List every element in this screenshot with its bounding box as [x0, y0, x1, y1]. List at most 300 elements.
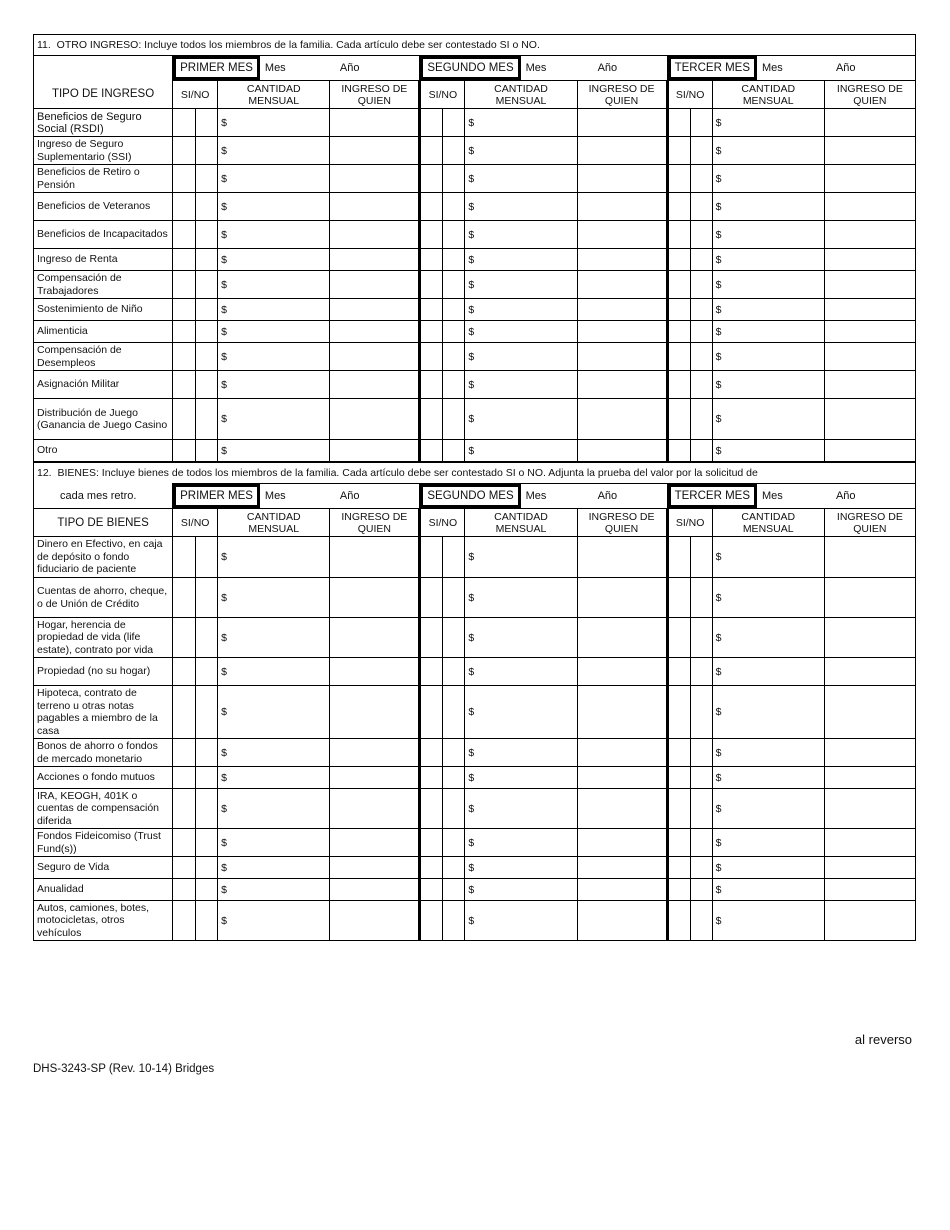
monthly-amount-field[interactable] [465, 901, 577, 941]
whose-income-field[interactable] [330, 109, 420, 137]
whose-income-field[interactable] [824, 578, 915, 618]
whose-income-field[interactable] [577, 371, 667, 399]
monthly-amount-field[interactable] [218, 109, 330, 137]
whose-income-field[interactable] [330, 271, 420, 299]
monthly-amount-field[interactable] [218, 578, 330, 618]
whose-income-field[interactable] [824, 767, 915, 789]
no-checkbox[interactable] [196, 618, 218, 658]
whose-income-field[interactable] [330, 321, 420, 343]
monthly-amount-field[interactable] [218, 321, 330, 343]
no-checkbox[interactable] [443, 399, 465, 440]
yes-checkbox[interactable] [667, 271, 690, 299]
yes-checkbox[interactable] [667, 399, 690, 440]
yes-checkbox[interactable] [173, 829, 196, 857]
yes-checkbox[interactable] [173, 686, 196, 739]
no-checkbox[interactable] [690, 578, 712, 618]
yes-checkbox[interactable] [667, 879, 690, 901]
monthly-amount-field[interactable] [712, 857, 824, 879]
no-checkbox[interactable] [443, 371, 465, 399]
monthly-amount-field[interactable] [712, 399, 824, 440]
monthly-amount-field[interactable] [712, 321, 824, 343]
no-checkbox[interactable] [690, 249, 712, 271]
yes-checkbox[interactable] [173, 739, 196, 767]
whose-income-field[interactable] [330, 299, 420, 321]
yes-checkbox[interactable] [420, 249, 443, 271]
yes-checkbox[interactable] [420, 399, 443, 440]
yes-checkbox[interactable] [667, 686, 690, 739]
no-checkbox[interactable] [443, 249, 465, 271]
yes-checkbox[interactable] [173, 271, 196, 299]
yes-checkbox[interactable] [420, 343, 443, 371]
whose-income-field[interactable] [577, 109, 667, 137]
no-checkbox[interactable] [690, 739, 712, 767]
monthly-amount-field[interactable] [465, 137, 577, 165]
monthly-amount-field[interactable] [465, 399, 577, 440]
no-checkbox[interactable] [443, 879, 465, 901]
whose-income-field[interactable] [577, 739, 667, 767]
no-checkbox[interactable] [443, 618, 465, 658]
month-field-label[interactable]: Mes [761, 62, 783, 74]
monthly-amount-field[interactable] [712, 249, 824, 271]
whose-income-field[interactable] [824, 901, 915, 941]
no-checkbox[interactable] [443, 537, 465, 578]
yes-checkbox[interactable] [173, 221, 196, 249]
monthly-amount-field[interactable] [218, 371, 330, 399]
whose-income-field[interactable] [577, 578, 667, 618]
monthly-amount-field[interactable] [465, 789, 577, 829]
yes-checkbox[interactable] [173, 857, 196, 879]
whose-income-field[interactable] [824, 789, 915, 829]
whose-income-field[interactable] [330, 399, 420, 440]
yes-checkbox[interactable] [173, 537, 196, 578]
yes-checkbox[interactable] [173, 767, 196, 789]
yes-checkbox[interactable] [420, 686, 443, 739]
whose-income-field[interactable] [330, 618, 420, 658]
monthly-amount-field[interactable] [465, 440, 577, 462]
no-checkbox[interactable] [196, 901, 218, 941]
yes-checkbox[interactable] [420, 137, 443, 165]
monthly-amount-field[interactable] [712, 789, 824, 829]
monthly-amount-field[interactable] [712, 686, 824, 739]
whose-income-field[interactable] [577, 789, 667, 829]
month-field-label[interactable]: Mes [264, 62, 286, 74]
monthly-amount-field[interactable] [218, 767, 330, 789]
yes-checkbox[interactable] [667, 901, 690, 941]
monthly-amount-field[interactable] [218, 879, 330, 901]
no-checkbox[interactable] [196, 137, 218, 165]
yes-checkbox[interactable] [667, 165, 690, 193]
whose-income-field[interactable] [330, 739, 420, 767]
monthly-amount-field[interactable] [712, 767, 824, 789]
yes-checkbox[interactable] [420, 299, 443, 321]
monthly-amount-field[interactable] [712, 221, 824, 249]
yes-checkbox[interactable] [173, 440, 196, 462]
monthly-amount-field[interactable] [218, 193, 330, 221]
yes-checkbox[interactable] [667, 739, 690, 767]
monthly-amount-field[interactable] [465, 857, 577, 879]
yes-checkbox[interactable] [667, 109, 690, 137]
yes-checkbox[interactable] [173, 399, 196, 440]
no-checkbox[interactable] [196, 299, 218, 321]
monthly-amount-field[interactable] [218, 399, 330, 440]
whose-income-field[interactable] [577, 879, 667, 901]
whose-income-field[interactable] [577, 321, 667, 343]
whose-income-field[interactable] [577, 440, 667, 462]
yes-checkbox[interactable] [667, 137, 690, 165]
yes-checkbox[interactable] [420, 193, 443, 221]
whose-income-field[interactable] [330, 343, 420, 371]
monthly-amount-field[interactable] [712, 137, 824, 165]
yes-checkbox[interactable] [420, 165, 443, 193]
whose-income-field[interactable] [577, 399, 667, 440]
whose-income-field[interactable] [577, 249, 667, 271]
whose-income-field[interactable] [330, 221, 420, 249]
whose-income-field[interactable] [577, 618, 667, 658]
monthly-amount-field[interactable] [712, 109, 824, 137]
monthly-amount-field[interactable] [465, 829, 577, 857]
yes-checkbox[interactable] [173, 321, 196, 343]
yes-checkbox[interactable] [667, 321, 690, 343]
monthly-amount-field[interactable] [218, 440, 330, 462]
monthly-amount-field[interactable] [465, 739, 577, 767]
no-checkbox[interactable] [196, 109, 218, 137]
no-checkbox[interactable] [196, 857, 218, 879]
no-checkbox[interactable] [196, 658, 218, 686]
yes-checkbox[interactable] [667, 440, 690, 462]
yes-checkbox[interactable] [420, 767, 443, 789]
no-checkbox[interactable] [443, 901, 465, 941]
whose-income-field[interactable] [330, 371, 420, 399]
yes-checkbox[interactable] [173, 879, 196, 901]
no-checkbox[interactable] [443, 829, 465, 857]
no-checkbox[interactable] [690, 686, 712, 739]
yes-checkbox[interactable] [420, 789, 443, 829]
monthly-amount-field[interactable] [712, 739, 824, 767]
no-checkbox[interactable] [196, 686, 218, 739]
yes-checkbox[interactable] [173, 371, 196, 399]
yes-checkbox[interactable] [420, 578, 443, 618]
month-field-label[interactable]: Mes [761, 490, 783, 502]
no-checkbox[interactable] [196, 343, 218, 371]
month-field-label[interactable]: Mes [525, 490, 547, 502]
month-field-label[interactable]: Mes [525, 62, 547, 74]
no-checkbox[interactable] [690, 789, 712, 829]
yes-checkbox[interactable] [667, 371, 690, 399]
monthly-amount-field[interactable] [465, 321, 577, 343]
no-checkbox[interactable] [443, 165, 465, 193]
no-checkbox[interactable] [690, 343, 712, 371]
monthly-amount-field[interactable] [218, 137, 330, 165]
no-checkbox[interactable] [196, 739, 218, 767]
yes-checkbox[interactable] [173, 658, 196, 686]
no-checkbox[interactable] [690, 767, 712, 789]
monthly-amount-field[interactable] [218, 789, 330, 829]
month-field-label[interactable]: Mes [264, 490, 286, 502]
whose-income-field[interactable] [577, 686, 667, 739]
whose-income-field[interactable] [330, 578, 420, 618]
yes-checkbox[interactable] [420, 829, 443, 857]
monthly-amount-field[interactable] [218, 686, 330, 739]
year-field-label[interactable]: Año [835, 62, 856, 74]
no-checkbox[interactable] [690, 879, 712, 901]
year-field-label[interactable]: Año [835, 490, 856, 502]
no-checkbox[interactable] [443, 686, 465, 739]
whose-income-field[interactable] [330, 658, 420, 686]
year-field-label[interactable]: Año [597, 490, 618, 502]
yes-checkbox[interactable] [173, 578, 196, 618]
yes-checkbox[interactable] [173, 137, 196, 165]
yes-checkbox[interactable] [420, 618, 443, 658]
whose-income-field[interactable] [330, 686, 420, 739]
whose-income-field[interactable] [577, 193, 667, 221]
yes-checkbox[interactable] [420, 658, 443, 686]
no-checkbox[interactable] [443, 767, 465, 789]
year-field-label[interactable]: Año [597, 62, 618, 74]
no-checkbox[interactable] [443, 658, 465, 686]
no-checkbox[interactable] [690, 299, 712, 321]
no-checkbox[interactable] [690, 901, 712, 941]
whose-income-field[interactable] [577, 857, 667, 879]
yes-checkbox[interactable] [667, 789, 690, 829]
yes-checkbox[interactable] [667, 857, 690, 879]
whose-income-field[interactable] [824, 343, 915, 371]
whose-income-field[interactable] [824, 618, 915, 658]
yes-checkbox[interactable] [667, 767, 690, 789]
no-checkbox[interactable] [443, 299, 465, 321]
yes-checkbox[interactable] [173, 901, 196, 941]
monthly-amount-field[interactable] [712, 618, 824, 658]
whose-income-field[interactable] [577, 137, 667, 165]
yes-checkbox[interactable] [667, 829, 690, 857]
yes-checkbox[interactable] [420, 857, 443, 879]
no-checkbox[interactable] [690, 193, 712, 221]
whose-income-field[interactable] [824, 109, 915, 137]
monthly-amount-field[interactable] [465, 618, 577, 658]
whose-income-field[interactable] [577, 299, 667, 321]
yes-checkbox[interactable] [667, 658, 690, 686]
whose-income-field[interactable] [577, 165, 667, 193]
monthly-amount-field[interactable] [218, 857, 330, 879]
no-checkbox[interactable] [443, 440, 465, 462]
yes-checkbox[interactable] [667, 193, 690, 221]
no-checkbox[interactable] [690, 137, 712, 165]
no-checkbox[interactable] [196, 371, 218, 399]
yes-checkbox[interactable] [173, 299, 196, 321]
no-checkbox[interactable] [443, 221, 465, 249]
monthly-amount-field[interactable] [218, 739, 330, 767]
no-checkbox[interactable] [196, 578, 218, 618]
whose-income-field[interactable] [824, 321, 915, 343]
monthly-amount-field[interactable] [465, 249, 577, 271]
whose-income-field[interactable] [330, 165, 420, 193]
whose-income-field[interactable] [330, 789, 420, 829]
monthly-amount-field[interactable] [712, 829, 824, 857]
no-checkbox[interactable] [443, 193, 465, 221]
whose-income-field[interactable] [824, 879, 915, 901]
monthly-amount-field[interactable] [218, 343, 330, 371]
whose-income-field[interactable] [577, 221, 667, 249]
monthly-amount-field[interactable] [712, 879, 824, 901]
no-checkbox[interactable] [690, 537, 712, 578]
whose-income-field[interactable] [330, 440, 420, 462]
no-checkbox[interactable] [196, 829, 218, 857]
no-checkbox[interactable] [690, 371, 712, 399]
no-checkbox[interactable] [690, 658, 712, 686]
monthly-amount-field[interactable] [465, 109, 577, 137]
whose-income-field[interactable] [330, 857, 420, 879]
yes-checkbox[interactable] [667, 537, 690, 578]
whose-income-field[interactable] [824, 193, 915, 221]
whose-income-field[interactable] [824, 739, 915, 767]
yes-checkbox[interactable] [173, 109, 196, 137]
whose-income-field[interactable] [577, 658, 667, 686]
no-checkbox[interactable] [443, 321, 465, 343]
monthly-amount-field[interactable] [712, 165, 824, 193]
no-checkbox[interactable] [690, 165, 712, 193]
no-checkbox[interactable] [196, 399, 218, 440]
monthly-amount-field[interactable] [465, 343, 577, 371]
monthly-amount-field[interactable] [712, 537, 824, 578]
monthly-amount-field[interactable] [712, 658, 824, 686]
yes-checkbox[interactable] [420, 537, 443, 578]
monthly-amount-field[interactable] [465, 767, 577, 789]
year-field-label[interactable]: Año [339, 62, 360, 74]
no-checkbox[interactable] [443, 857, 465, 879]
monthly-amount-field[interactable] [218, 658, 330, 686]
monthly-amount-field[interactable] [465, 658, 577, 686]
monthly-amount-field[interactable] [465, 686, 577, 739]
no-checkbox[interactable] [196, 879, 218, 901]
monthly-amount-field[interactable] [465, 221, 577, 249]
no-checkbox[interactable] [690, 109, 712, 137]
yes-checkbox[interactable] [420, 371, 443, 399]
monthly-amount-field[interactable] [218, 829, 330, 857]
no-checkbox[interactable] [690, 271, 712, 299]
no-checkbox[interactable] [443, 271, 465, 299]
no-checkbox[interactable] [443, 789, 465, 829]
whose-income-field[interactable] [330, 537, 420, 578]
no-checkbox[interactable] [196, 165, 218, 193]
whose-income-field[interactable] [330, 137, 420, 165]
monthly-amount-field[interactable] [465, 299, 577, 321]
yes-checkbox[interactable] [420, 879, 443, 901]
monthly-amount-field[interactable] [218, 271, 330, 299]
whose-income-field[interactable] [824, 371, 915, 399]
monthly-amount-field[interactable] [465, 193, 577, 221]
monthly-amount-field[interactable] [465, 371, 577, 399]
whose-income-field[interactable] [577, 829, 667, 857]
monthly-amount-field[interactable] [712, 343, 824, 371]
no-checkbox[interactable] [690, 321, 712, 343]
yes-checkbox[interactable] [173, 193, 196, 221]
whose-income-field[interactable] [824, 221, 915, 249]
yes-checkbox[interactable] [667, 343, 690, 371]
no-checkbox[interactable] [690, 829, 712, 857]
monthly-amount-field[interactable] [712, 271, 824, 299]
no-checkbox[interactable] [196, 789, 218, 829]
yes-checkbox[interactable] [173, 789, 196, 829]
monthly-amount-field[interactable] [465, 537, 577, 578]
monthly-amount-field[interactable] [218, 299, 330, 321]
yes-checkbox[interactable] [667, 249, 690, 271]
whose-income-field[interactable] [824, 857, 915, 879]
yes-checkbox[interactable] [420, 440, 443, 462]
yes-checkbox[interactable] [420, 739, 443, 767]
yes-checkbox[interactable] [420, 271, 443, 299]
whose-income-field[interactable] [577, 271, 667, 299]
whose-income-field[interactable] [330, 901, 420, 941]
whose-income-field[interactable] [577, 343, 667, 371]
whose-income-field[interactable] [824, 658, 915, 686]
no-checkbox[interactable] [196, 537, 218, 578]
yes-checkbox[interactable] [173, 249, 196, 271]
monthly-amount-field[interactable] [712, 299, 824, 321]
yes-checkbox[interactable] [667, 299, 690, 321]
year-field-label[interactable]: Año [339, 490, 360, 502]
no-checkbox[interactable] [443, 137, 465, 165]
whose-income-field[interactable] [824, 165, 915, 193]
no-checkbox[interactable] [690, 440, 712, 462]
whose-income-field[interactable] [824, 249, 915, 271]
no-checkbox[interactable] [196, 440, 218, 462]
yes-checkbox[interactable] [667, 578, 690, 618]
no-checkbox[interactable] [443, 109, 465, 137]
whose-income-field[interactable] [330, 829, 420, 857]
yes-checkbox[interactable] [420, 321, 443, 343]
no-checkbox[interactable] [196, 249, 218, 271]
whose-income-field[interactable] [824, 299, 915, 321]
no-checkbox[interactable] [443, 343, 465, 371]
whose-income-field[interactable] [330, 193, 420, 221]
monthly-amount-field[interactable] [465, 879, 577, 901]
monthly-amount-field[interactable] [712, 440, 824, 462]
no-checkbox[interactable] [196, 321, 218, 343]
whose-income-field[interactable] [824, 271, 915, 299]
no-checkbox[interactable] [690, 221, 712, 249]
monthly-amount-field[interactable] [465, 578, 577, 618]
monthly-amount-field[interactable] [712, 193, 824, 221]
monthly-amount-field[interactable] [465, 165, 577, 193]
monthly-amount-field[interactable] [712, 901, 824, 941]
monthly-amount-field[interactable] [218, 221, 330, 249]
whose-income-field[interactable] [577, 767, 667, 789]
no-checkbox[interactable] [196, 271, 218, 299]
monthly-amount-field[interactable] [218, 618, 330, 658]
yes-checkbox[interactable] [667, 221, 690, 249]
no-checkbox[interactable] [690, 399, 712, 440]
no-checkbox[interactable] [196, 767, 218, 789]
yes-checkbox[interactable] [173, 618, 196, 658]
yes-checkbox[interactable] [420, 901, 443, 941]
monthly-amount-field[interactable] [218, 537, 330, 578]
yes-checkbox[interactable] [420, 221, 443, 249]
whose-income-field[interactable] [824, 440, 915, 462]
yes-checkbox[interactable] [173, 343, 196, 371]
yes-checkbox[interactable] [667, 618, 690, 658]
whose-income-field[interactable] [824, 537, 915, 578]
no-checkbox[interactable] [690, 857, 712, 879]
no-checkbox[interactable] [196, 193, 218, 221]
no-checkbox[interactable] [443, 578, 465, 618]
monthly-amount-field[interactable] [218, 901, 330, 941]
monthly-amount-field[interactable] [465, 271, 577, 299]
monthly-amount-field[interactable] [218, 249, 330, 271]
whose-income-field[interactable] [330, 879, 420, 901]
whose-income-field[interactable] [824, 137, 915, 165]
yes-checkbox[interactable] [173, 165, 196, 193]
whose-income-field[interactable] [824, 829, 915, 857]
monthly-amount-field[interactable] [712, 578, 824, 618]
